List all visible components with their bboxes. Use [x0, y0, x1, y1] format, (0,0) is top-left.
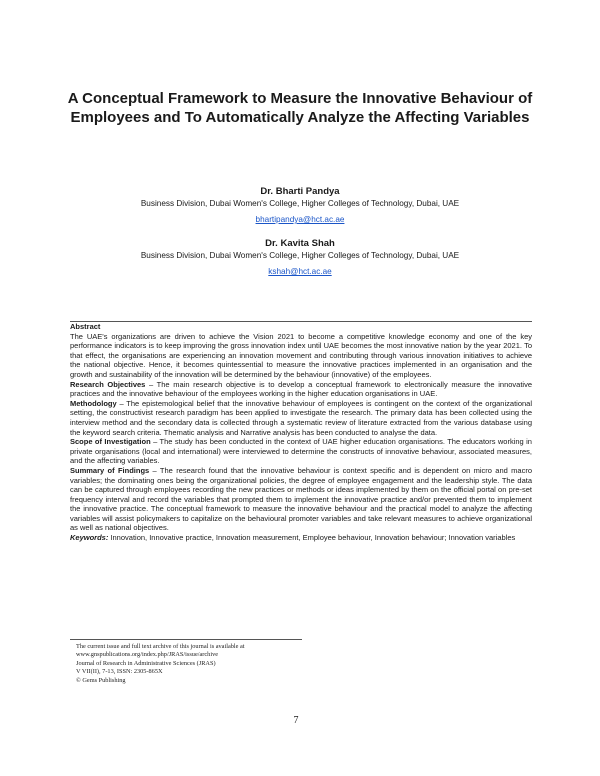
footer-line: © Gems Publishing	[76, 676, 126, 684]
keywords-text: Innovation, Innovative practice, Innovation measurement, Employee behaviour, Innovation behaviour; Innovation variables	[108, 533, 516, 543]
footer-line: www.gnspublications.org/index.php/JRAS/issue/archive	[76, 651, 219, 659]
abstract-keywords	[70, 533, 532, 543]
footer-line: The current issue and full text archive of this journal is available at	[76, 643, 245, 650]
author-block-2	[60, 238, 540, 279]
author-email-link[interactable]: bhartipandya@hct.ac.ae	[255, 215, 345, 224]
abstract-section-findings	[70, 466, 532, 533]
keywords-label: Keywords:	[70, 533, 109, 543]
author-affiliation: Business Division, Dubai Women's College, Higher Colleges of Technology, Dubai, UAE	[140, 199, 460, 208]
paper-title: A Conceptual Framework to Measure the Innovative Behaviour of Employees and To Automatically Analyze the Affecting Variables	[67, 90, 533, 126]
page-number: 7	[293, 715, 299, 726]
abstract-section-methodology	[70, 399, 532, 437]
author-name: Dr. Bharti Pandya	[260, 186, 340, 197]
author-email-link[interactable]: kshah@hct.ac.ae	[268, 267, 332, 276]
section-text: – The study has been conducted in the context of UAE higher education organisations. The educators working in private organisations (local and international) were interviewed to determine the constructs of innovative behaviour, associated measures, and the affecting variables.	[70, 437, 532, 466]
section-label: Methodology	[70, 398, 117, 408]
footer-line: V VII(II), 7-13, ISSN: 2305-865X	[76, 668, 163, 676]
author-block-1	[60, 186, 540, 227]
journal-footer	[76, 643, 336, 685]
abstract-section-objectives	[70, 380, 532, 399]
section-label: Scope of Investigation	[70, 437, 151, 447]
abstract-intro: The UAE's organizations are driven to achieve the Vision 2021 to become a competitive knowledge economy and one of the key performance indicators is to keep improving the gross innovation index until UAE becomes the most innovative nation by the year 2021. To that effect, the organisations are experiencing an innovation movement and contributing through various innovation initiatives to achieve the national objective. Hence, it becomes quintessential to measure the innovative practices implemented in an organisation and the growth and sustainability of the innovation will be determined by the behaviour (innovative) of the employees.	[70, 331, 532, 379]
author-name: Dr. Kavita Shah	[265, 238, 335, 249]
section-text: – The research found that the innovative behaviour is context specific and is dependent on micro and macro variables; the dominating ones being the organizational policies, the degree of employee engagement and the leadership style. The data can be captured through employees recording the new practices or methods or ideas implemented by them on the official portal on pre-set frequency interval and record the variables that prompted them to implement the innovative practice and/or prevented them to implement the innovative practice. The conceptual framework to measure the innovative behaviour and the practical model to analyze the affecting variables will assist policymakers to capitalize on the behavioural promoter variables and take relevant measures to achieve organizational as well as national objectives.	[70, 465, 532, 533]
footer-rule	[70, 639, 302, 640]
author-affiliation: Business Division, Dubai Women's College, Higher Colleges of Technology, Dubai, UAE	[140, 251, 460, 260]
section-label: Research Objectives	[70, 379, 146, 389]
footer-line: Journal of Research in Administrative Sciences (JRAS)	[76, 659, 216, 667]
abstract-section-scope	[70, 437, 532, 466]
section-text: – The epistemological belief that the innovative behaviour of employees is contingent on the context of the organizational setting, the constructivist research paradigm has been applied to investigate the research. The primary data has been collected using the interview method and the secondary data is collected through a systematic review of literature extracted from the various database using the keyword search criteria. Thematic analysis and Narrative analysis has been conducted to analyse the data.	[70, 398, 532, 437]
abstract-heading: Abstract	[70, 322, 101, 331]
section-text: – The main research objective is to develop a conceptual framework to electronically measure the innovative practices and the innovative behaviour of the employees working in the higher education organisations in UAE.	[70, 379, 533, 399]
section-label: Summary of Findings	[70, 465, 150, 475]
abstract	[70, 322, 532, 543]
